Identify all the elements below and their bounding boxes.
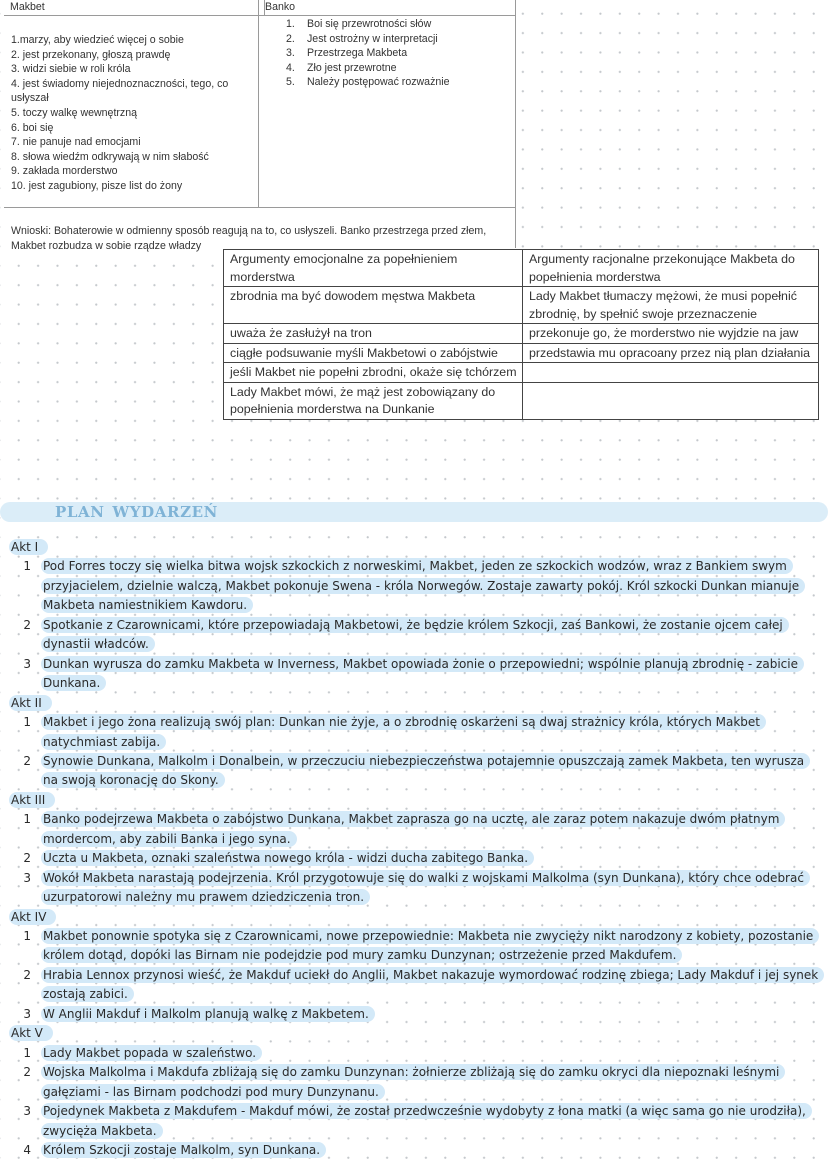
event-text: Lady Makbet popada w szaleństwo. xyxy=(41,1045,262,1061)
item-text: Zło jest przewrotne xyxy=(307,61,397,74)
item-text: Przestrzega Makbeta xyxy=(307,47,408,60)
table-row xyxy=(224,324,819,344)
event-text: Dunkan wyrusza do zamku Makbeta w Inverness, Makbet opowiada żonie o przepowiedni; wspólnie planują zbrodnię - zabicie Dunkana. xyxy=(41,656,804,691)
act-heading xyxy=(0,1024,828,1043)
item-text: Jest ostrożny w interpretacji xyxy=(307,32,438,45)
act-label: Akt V xyxy=(9,1025,53,1041)
table-cell xyxy=(523,363,819,383)
event-number: 3 xyxy=(23,656,31,671)
event-item xyxy=(0,849,828,868)
table-row xyxy=(224,363,819,383)
event-item xyxy=(0,557,828,615)
event-text: W Anglii Makduf i Malkolm planują walkę z Makbetem. xyxy=(41,1006,375,1022)
event-number: 1 xyxy=(23,715,31,730)
column-divider xyxy=(258,0,259,207)
act-heading xyxy=(0,538,828,557)
event-number: 4 xyxy=(23,1142,31,1157)
act-heading xyxy=(0,908,828,927)
event-number: 1 xyxy=(23,1045,31,1060)
event-item xyxy=(0,752,828,791)
event-text: Spotkanie z Czarownicami, które przepowiadają Makbetowi, że będzie królem Szkocji, zaś Bankowi, że zostanie ojcem całej dynastii władców. xyxy=(41,617,789,652)
event-text: Synowie Dunkana, Malkolm i Donalbein, w przeczuciu niebezpieczeństwa potajemnie opuszczają zamek Makbeta, ten wyrusza na swoją koronację do Skony. xyxy=(41,753,810,788)
table-cell: Lady Makbet mówi, że mąż jest zobowiązany do popełnienia morderstwa na Dunkanie xyxy=(224,382,523,419)
event-item xyxy=(0,1044,828,1063)
list-item: 10. jest zagubiony, pisze list do żony xyxy=(11,179,183,192)
list-item: 5. toczy walkę wewnętrzną xyxy=(11,106,138,119)
event-item xyxy=(0,927,828,966)
act-label: Akt I xyxy=(9,539,48,555)
event-text: Królem Szkocji zostaje Malkolm, syn Dunkana. xyxy=(41,1142,326,1158)
act-label: Akt II xyxy=(9,695,52,711)
list-item: 9. zakłada morderstwo xyxy=(11,165,118,178)
makbet-traits-list xyxy=(11,33,251,194)
event-number: 2 xyxy=(23,967,31,982)
list-item xyxy=(286,75,511,90)
event-item xyxy=(0,810,828,849)
list-item xyxy=(286,46,511,61)
event-text: Pod Forres toczy się wielka bitwa wojsk szkockich z norweskimi, Makbet, jeden ze szkockich wodzów, wraz z Bankiem swym przyjacielem, dzielnie walczą, Makbet pokonuje Swena - króla Norwegów. Zostaje zawarty pokój. Król szkocki Dunkan mianuje Makbeta namiestnikiem Kawdoru. xyxy=(41,558,805,613)
list-item: 2. jest przekonany, głoszą prawdę xyxy=(11,48,171,61)
item-number: 5. xyxy=(286,76,295,89)
table-cell: ciągłe podsuwanie myśli Makbetowi o zabójstwie xyxy=(224,343,523,363)
event-text: Pojedynek Makbeta z Makdufem - Makduf mówi, że został przedwcześnie wydobyty z łona matki (a więc sama go nie urodziła), zwycięża Makbeta. xyxy=(41,1103,812,1138)
table-cell: Lady Makbet tłumaczy mężowi, że musi popełnić zbrodnię, by spełnić swoje przeznaczenie xyxy=(523,287,819,324)
list-item xyxy=(286,32,511,47)
event-number: 1 xyxy=(23,929,31,943)
table-row xyxy=(224,343,819,363)
table-header-row xyxy=(224,250,819,287)
event-number: 1 xyxy=(23,559,31,574)
row-divider xyxy=(4,207,515,208)
event-number: 1 xyxy=(23,812,31,827)
banko-column-header: Banko xyxy=(259,0,515,16)
table-cell: zbrodnia ma być dowodem męstwa Makbeta xyxy=(224,287,523,324)
act-heading xyxy=(0,694,828,713)
item-number: 1. xyxy=(286,18,295,30)
event-item xyxy=(0,655,828,694)
event-item xyxy=(0,1005,828,1024)
list-item: 7. nie panuje nad emocjami xyxy=(11,136,141,149)
list-item: 1.marzy, aby wiedzieć więcej o sobie xyxy=(11,34,184,46)
event-number: 3 xyxy=(23,1006,31,1021)
list-item: 3. widzi siebie w roli króla xyxy=(11,63,131,76)
plan-title: PLAN WYDARZEŃ xyxy=(55,503,218,521)
event-text: Hrabia Lennox przynosi wieść, że Makduf uciekł do Anglii, Makbet nakazuje wymordować rodzinę zbiega; Lady Makduf i jej synek zostają zabici. xyxy=(41,967,824,1002)
table-cell: jeśli Makbet nie popełni zbrodni, okaże się tchórzem xyxy=(224,363,523,383)
event-item xyxy=(0,966,828,1005)
event-number: 3 xyxy=(23,1104,31,1119)
list-item: 8. słowa wiedźm odkrywają w nim słabość xyxy=(11,150,209,163)
table-cell: uważa że zasłużył na tron xyxy=(224,324,523,344)
event-text: Makbet i jego żona realizują swój plan: Dunkan nie żyje, a o zbrodnię oskarżeni są dwaj strażnicy króla, których Makbet natychmiast zabija. xyxy=(41,714,766,749)
act-label: Akt III xyxy=(9,792,55,808)
event-number: 2 xyxy=(23,617,31,632)
event-text: Banko podejrzewa Makbeta o zabójstwo Dunkana, Makbet zaprasza go na ucztę, ale zaraz potem nakazuje dwóm płatnym mordercom, aby zabili Banka i jego syna. xyxy=(41,811,785,846)
event-number: 3 xyxy=(23,870,31,885)
item-number: 4. xyxy=(286,61,295,74)
event-item xyxy=(0,869,828,908)
banko-traits-list xyxy=(286,17,511,90)
item-number: 2. xyxy=(286,32,295,45)
event-number: 2 xyxy=(23,1065,31,1080)
list-item xyxy=(286,17,511,32)
character-comparison-table xyxy=(4,0,516,252)
event-item xyxy=(0,1141,828,1160)
emotional-arguments-header: Argumenty emocjonalne za popełnieniem morderstwa xyxy=(224,250,523,287)
event-item xyxy=(0,1102,828,1141)
event-item xyxy=(0,713,828,752)
list-item: 6. boi się xyxy=(11,121,54,134)
plan-of-events xyxy=(0,538,828,1160)
table-cell xyxy=(523,382,819,419)
item-number: 3. xyxy=(286,47,295,60)
rational-arguments-header: Argumenty racjonalne przekonujące Makbeta do popełnienia morderstwa xyxy=(523,250,819,287)
event-text: Uczta u Makbeta, oznaki szaleństwa nowego króla - widzi ducha zabitego Banka. xyxy=(41,850,534,866)
list-item xyxy=(286,61,511,76)
event-item xyxy=(0,1063,828,1102)
event-item xyxy=(0,616,828,655)
event-text: Wojska Malkolma i Makdufa zbliżają się do zamku Dunzynan: żołnierze zbliżają się do zamku okryci dla niepoznaki leśnymi gałęziami - las Birnam podchodzi pod mury Dunzynanu. xyxy=(41,1064,785,1099)
event-number: 2 xyxy=(23,851,31,866)
conclusions-text: Wnioski: Bohaterowie w odmienny sposób reagują na to, co usłyszeli. Banko przestrzega przed złem, Makbet rozbudza w sobie rządze władzy xyxy=(11,225,487,252)
list-item: 4. jest świadomy niejednoznaczności, tego, co usłyszał xyxy=(11,77,229,105)
makbet-column-header: Makbet xyxy=(4,0,265,16)
event-number: 2 xyxy=(23,753,31,768)
event-text: Makbet ponownie spotyka się z Czarownicami, nowe przepowiednie: Makbeta nie zwycięży nikt narodzony z kobiety, pozostanie królem dotąd, dopóki las Birnam nie podejdzie pod mury zamku Dunzynan; ostrzeżenie przed Makdufem. xyxy=(41,928,819,963)
arguments-table xyxy=(223,249,819,420)
item-text: Boi się przewrotności słów xyxy=(307,18,432,30)
act-label: Akt IV xyxy=(9,909,56,925)
table-cell: przedstawia mu opracoany przez nią plan działania xyxy=(523,343,819,363)
item-text: Należy postępować rozważnie xyxy=(307,76,450,89)
table-row xyxy=(224,287,819,324)
event-text: Wokół Makbeta narastają podejrzenia. Król przygotowuje się do walki z wojskami Malkolma (syn Dunkana), który chce odebrać uzurpatorowi należny mu prawem dziedziczenia tron. xyxy=(41,870,810,905)
act-heading xyxy=(0,791,828,810)
table-cell: przekonuje go, że morderstwo nie wyjdzie na jaw xyxy=(523,324,819,344)
table-row xyxy=(224,382,819,419)
